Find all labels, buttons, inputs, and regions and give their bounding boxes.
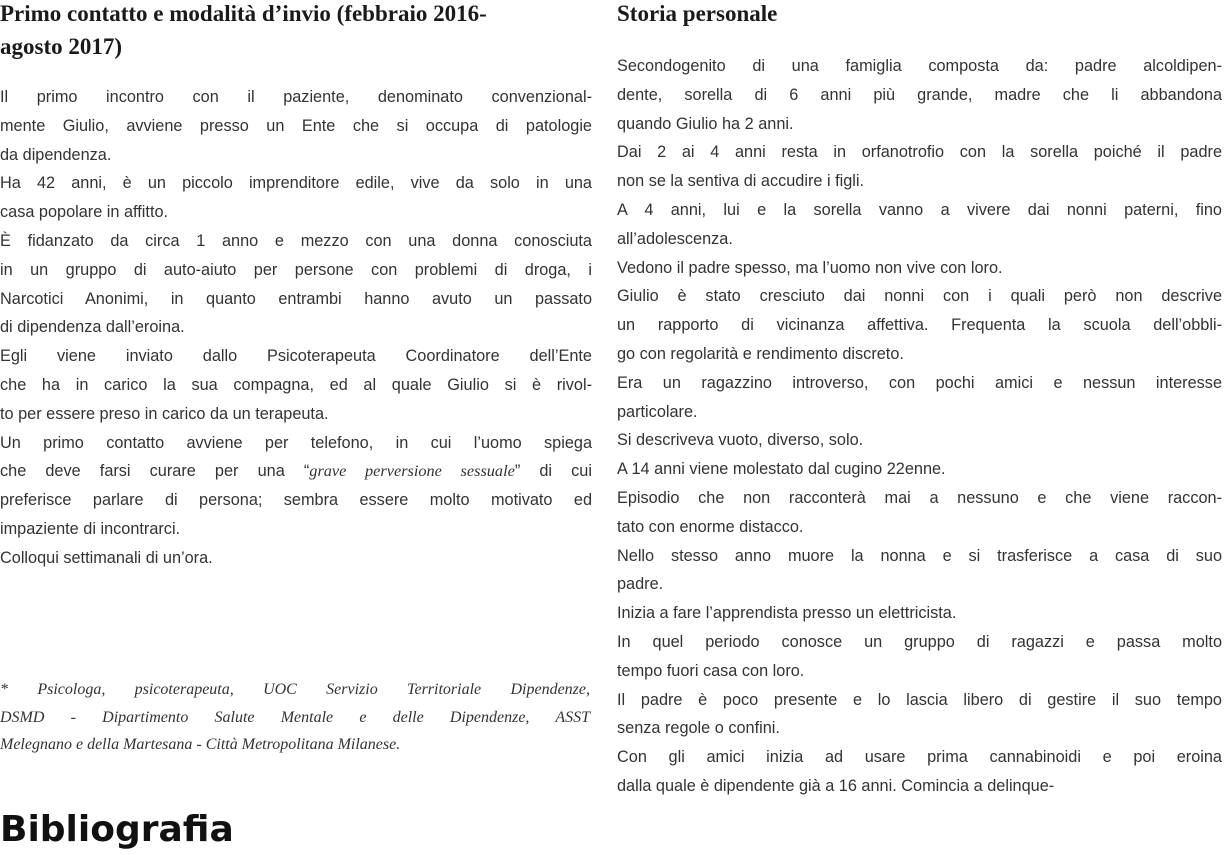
- paragraph: [617, 455, 1222, 484]
- footnote-line: * Psicologa, psicoterapeuta, UOC Servizio Territoriale Dipendenze,: [0, 681, 590, 698]
- paragraph: [617, 282, 1222, 368]
- paragraph: [617, 426, 1222, 455]
- text-line: Dai 2 ai 4 anni resta in orfanotrofio con la sorella poiché il padre: [617, 143, 1222, 162]
- text-line: to per essere preso in carico da un terapeuta.: [0, 404, 329, 423]
- footnote-line: DSMD - Dipartimento Salute Mentale e delle Dipendenze, ASST: [0, 708, 590, 726]
- text-line: senza regole o confini.: [617, 719, 780, 738]
- text-line: Il primo incontro con il paziente, denominato convenzional-: [0, 88, 592, 106]
- paragraph: [0, 429, 592, 544]
- paragraph: [617, 542, 1222, 600]
- text-line: preferisce parlare di persona; sembra essere molto motivato ed: [0, 491, 592, 510]
- text-line: di dipendenza dall’eroina.: [0, 318, 185, 337]
- text-line: tempo fuori casa con loro.: [617, 661, 805, 680]
- section-heading-primo-contatto: [0, 0, 592, 63]
- text-line: Vedono il padre spesso, ma l’uomo non vive con loro.: [617, 258, 1003, 277]
- right-column: [617, 0, 1222, 801]
- left-column: [0, 0, 592, 573]
- paragraph: [617, 484, 1222, 542]
- text-line: A 14 anni viene molestato dal cugino 22enne.: [617, 460, 946, 479]
- paragraph: [617, 743, 1222, 801]
- paragraph: [617, 196, 1222, 254]
- text-line: casa popolare in affitto.: [0, 203, 169, 222]
- footnote-line: Melegnano e della Martesana - Città Metropolitana Milanese.: [0, 736, 401, 753]
- heading-line: agosto 2017): [0, 34, 123, 59]
- paragraph: [617, 686, 1222, 744]
- text-line: Il padre è poco presente e lo lascia libero di gestire il suo tempo: [617, 690, 1222, 709]
- section-body-storia-personale: [617, 52, 1222, 801]
- paragraph: [0, 342, 592, 428]
- paragraph: [0, 227, 592, 342]
- text-line: Si descriveva vuoto, diverso, solo.: [617, 431, 864, 450]
- text-line: Ha 42 anni, è un piccolo imprenditore edile, vive da solo in una: [0, 174, 592, 193]
- text-line: Giulio è stato cresciuto dai nonni con i quali però non descrive: [617, 287, 1222, 306]
- paragraph: [617, 599, 1222, 628]
- text-line: Episodio che non racconterà mai a nessuno e che viene raccon-: [617, 488, 1222, 507]
- text-line: impaziente di incontrarci.: [0, 519, 181, 538]
- text-line: mente Giulio, avviene presso un Ente che si occupa di patologie: [0, 116, 592, 135]
- text-line: quando Giulio ha 2 anni.: [617, 114, 794, 133]
- section-heading-storia-personale: [617, 0, 1222, 30]
- text-line: un rapporto di vicinanza affettiva. Frequenta la scuola dell’obbli-: [617, 316, 1222, 335]
- text-line: che deve farsi curare per una “grave perversione sessuale” di cui: [0, 461, 592, 481]
- text-line: Colloqui settimanali di un’ora.: [0, 548, 213, 567]
- text-line: Era un ragazzino introverso, con pochi amici e nessun interesse: [617, 373, 1222, 392]
- text-line: In quel periodo conosce un gruppo di ragazzi e passa molto: [617, 632, 1222, 651]
- text-line: all’adolescenza.: [617, 229, 733, 248]
- text-line: in un gruppo di auto-aiuto per persone con problemi di droga, i: [0, 260, 592, 279]
- heading-line: Storia personale: [617, 1, 778, 26]
- text-line: da dipendenza.: [0, 145, 112, 164]
- text-line: Egli viene inviato dallo Psicoterapeuta Coordinatore dell’Ente: [0, 347, 592, 366]
- text-line: Secondogenito di una famiglia composta da: padre alcoldipen-: [617, 57, 1222, 75]
- paragraph: [617, 254, 1222, 283]
- italic-quote: grave perversione sessuale: [309, 461, 515, 481]
- text-line: dalla quale è dipendente già a 16 anni. Comincia a delinque-: [617, 776, 1055, 795]
- text-line: Nello stesso anno muore la nonna e si trasferisce a casa di suo: [617, 546, 1222, 565]
- heading-line: Primo contatto e modalità d’invio (febbraio 2016-: [0, 1, 487, 26]
- text-line: dente, sorella di 6 anni più grande, madre che li abbandona: [617, 85, 1222, 104]
- text-line: particolare.: [617, 402, 698, 421]
- paragraph: [617, 52, 1222, 138]
- paragraph: [617, 138, 1222, 196]
- text-line: Narcotici Anonimi, in quanto entrambi hanno avuto un passato: [0, 289, 592, 308]
- text-line: Inizia a fare l’apprendista presso un elettricista.: [617, 604, 957, 623]
- section-body-primo-contatto: [0, 83, 592, 573]
- paragraph: [617, 369, 1222, 427]
- text-line: A 4 anni, lui e la sorella vanno a vivere dai nonni paterni, fino: [617, 200, 1222, 219]
- author-footnote: [0, 676, 590, 759]
- text-line: padre.: [617, 575, 664, 594]
- text-line: È fidanzato da circa 1 anno e mezzo con una donna conosciuta: [0, 231, 592, 250]
- text-line: Con gli amici inizia ad usare prima cannabinoidi e poi eroina: [617, 748, 1222, 767]
- paragraph: [0, 169, 592, 227]
- text-line: Un primo contatto avviene per telefono, in cui l’uomo spiega: [0, 433, 592, 452]
- paragraph: [617, 628, 1222, 686]
- bibliography-heading: Bibliografia: [0, 809, 234, 850]
- text-line: go con regolarità e rendimento discreto.: [617, 344, 904, 363]
- text-line: che ha in carico la sua compagna, ed al quale Giulio si è rivol-: [0, 375, 592, 394]
- paragraph: [0, 544, 592, 573]
- paragraph: [0, 83, 592, 169]
- text-line: non se la sentiva di accudire i figli.: [617, 172, 865, 191]
- text-line: tato con enorme distacco.: [617, 517, 804, 536]
